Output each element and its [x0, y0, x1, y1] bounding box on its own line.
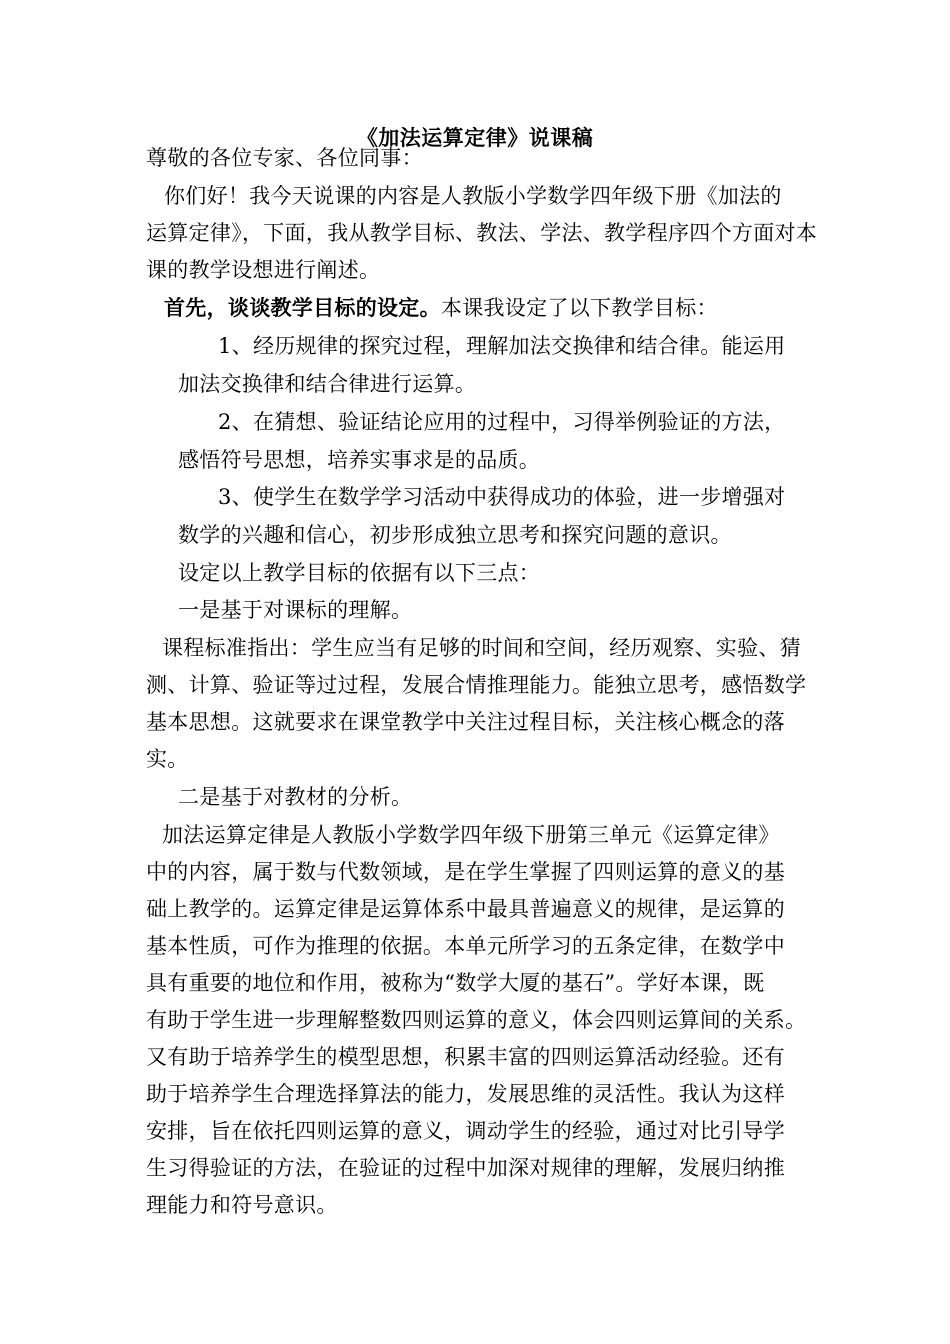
goal-item: 2、在猜想、验证结论应用的过程中，习得举例验证的方法，: [218, 410, 786, 434]
paragraph-line: 加法运算定律是人教版小学数学四年级下册第三单元《运算定律》: [162, 823, 780, 847]
paragraph-line: 二是基于对教材的分析。: [178, 785, 413, 809]
paragraph-line: 一是基于对课标的理解。: [178, 598, 413, 622]
paragraph-line: 测、计算、验证等过过程，发展合情推理能力。能独立思考，感悟数学: [146, 673, 807, 697]
paragraph-line: 理能力和符号意识。: [146, 1193, 338, 1217]
paragraph-line: 安排，旨在依托四则运算的意义，调动学生的经验，通过对比引导学: [146, 1119, 785, 1143]
paragraph-line: 你们好！我今天说课的内容是人教版小学数学四年级下册《加法的: [164, 184, 782, 208]
paragraph-line: 有助于学生进一步理解整数四则运算的意义，体会四则运算间的关系。: [146, 1008, 807, 1032]
paragraph-line: 运算定律》，下面，我从教学目标、教法、学法、教学程序四个方面对本: [146, 221, 818, 245]
section-heading-line: [164, 290, 718, 327]
paragraph-line: 加法交换律和结合律进行运算。: [178, 372, 477, 396]
paragraph-line: 感悟符号思想，培养实事求是的品质。: [178, 448, 541, 472]
paragraph-line: 基本性质，可作为推理的依据。本单元所学习的五条定律，在数学中: [146, 934, 785, 958]
section-heading: 首先，谈谈教学目标的设定。: [164, 296, 441, 320]
paragraph-line: 课程标准指出：学生应当有足够的时间和空间，经历观察、实验、猜: [162, 636, 801, 660]
paragraph-line: 实。: [146, 747, 189, 771]
paragraph-line: 设定以上教学目标的依据有以下三点：: [178, 561, 541, 585]
paragraph-line: 生习得验证的方法，在验证的过程中加深对规律的理解，发展归纳推: [146, 1156, 785, 1180]
paragraph-line: 又有助于培养学生的模型思想，积累丰富的四则运算活动经验。还有: [146, 1045, 785, 1069]
paragraph-line: 基本思想。这就要求在课堂教学中关注过程目标，关注核心概念的落: [146, 710, 785, 734]
paragraph-line: 中的内容，属于数与代数领域，是在学生掌握了四则运算的意义的基: [146, 860, 785, 884]
section-heading-text: 本课我设定了以下教学目标：: [440, 296, 718, 320]
goal-item: 1、经历规律的探究过程，理解加法交换律和结合律。能运用: [218, 334, 786, 358]
paragraph-line: 具有重要的地位和作用，被称为“数学大厦的基石”。学好本课，既: [146, 971, 765, 995]
paragraph-line: 数学的兴趣和信心，初步形成独立思考和探究问题的意识。: [178, 523, 732, 547]
document-title: 《加法运算定律》说课稿: [356, 126, 594, 150]
goal-item: 3、使学生在数学学习活动中获得成功的体验，进一步增强对: [218, 485, 786, 509]
paragraph-line: 课的教学设想进行阐述。: [146, 258, 381, 282]
salutation: 尊敬的各位专家、各位同事：: [146, 146, 423, 170]
paragraph-line: 础上教学的。运算定律是运算体系中最具普遍意义的规律，是运算的: [146, 897, 785, 921]
paragraph-line: 助于培养学生合理选择算法的能力，发展思维的灵活性。我认为这样: [146, 1082, 785, 1106]
